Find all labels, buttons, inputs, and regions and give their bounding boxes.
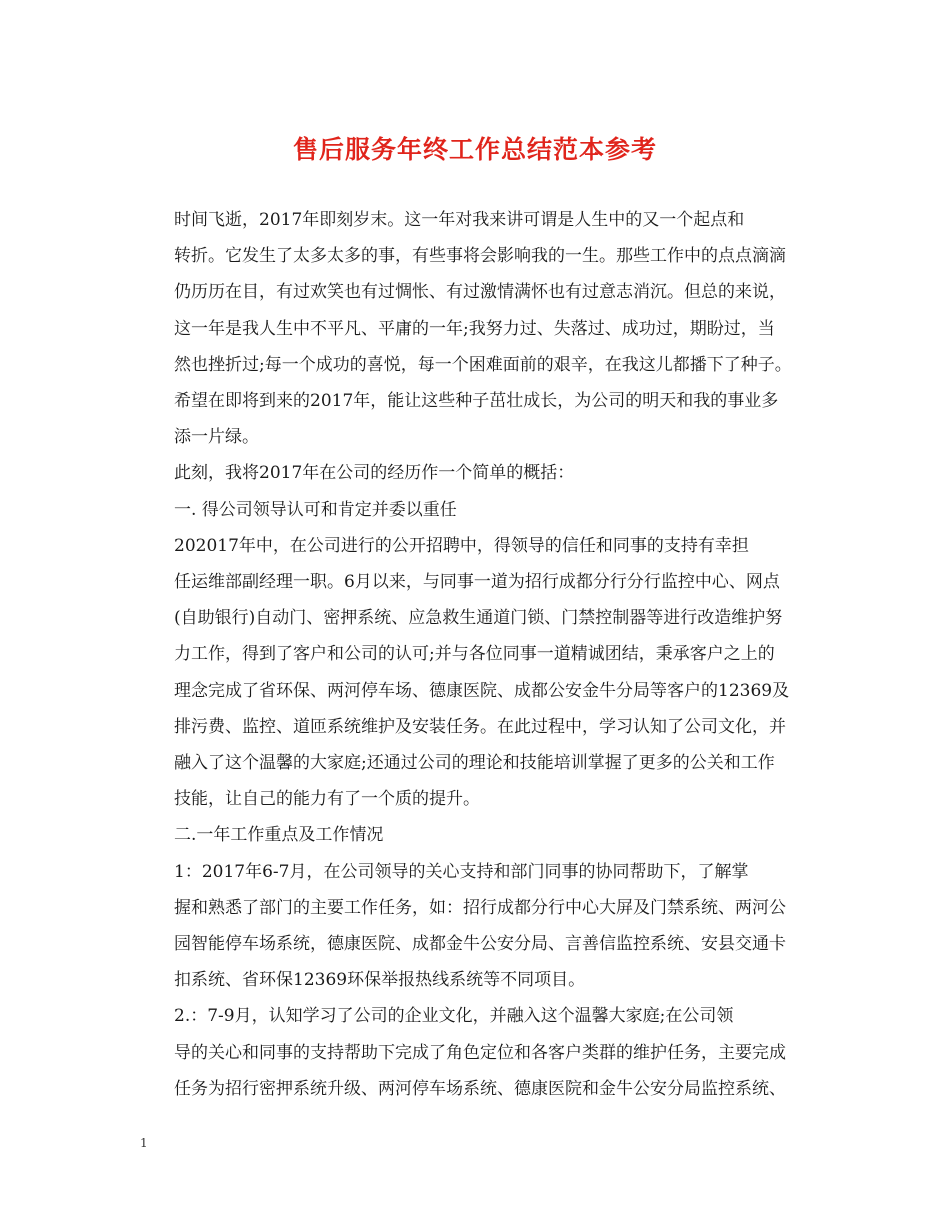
paragraph-summary-lead <box>140 455 815 491</box>
text-line: 二.一年工作重点及工作情况 <box>174 825 384 846</box>
paragraph-intro <box>140 202 815 455</box>
text-line: 握和熟悉了部门的主要工作任务，如：招行成都分行中心大屏及门禁系统、两河公 <box>174 897 786 918</box>
text-line: 任运维部副经理一职。6月以来，与同事一道为招行成都分行分行监控中心、网点 <box>174 572 780 593</box>
page-title: 售后服务年终工作总结范本参考 <box>292 135 657 164</box>
text-line: 排污费、监控、道匝系统维护及安装任务。在此过程中，学习认知了公司文化，并 <box>174 716 786 737</box>
text-line: 1：2017年6-7月，在公司领导的关心支持和部门同事的协同帮助下，了解掌 <box>174 861 749 882</box>
page-number: 1 <box>140 1136 148 1150</box>
text-line: (自助银行)自动门、密押系统、应急救生通道门锁、门禁控制器等进行改造维护努 <box>174 608 783 629</box>
text-line: 这一年是我人生中不平凡、平庸的一年;我努力过、失落过、成功过，期盼过，当 <box>174 318 775 339</box>
section-heading-2 <box>140 817 815 853</box>
text-line: 202017年中，在公司进行的公开招聘中，得领导的信任和同事的支持有幸担 <box>174 535 749 556</box>
text-line: 力工作，得到了客户和公司的认可;并与各位同事一道精诚团结，秉承客户之上的 <box>174 644 775 665</box>
text-line: 添一片绿。 <box>174 427 259 448</box>
section-heading-1 <box>140 492 815 528</box>
text-line: 技能，让自己的能力有了一个质的提升。 <box>174 789 480 810</box>
paragraph-item-2 <box>140 998 815 1107</box>
text-line: 然也挫折过;每一个成功的喜悦，每一个困难面前的艰辛，在我这儿都播下了种子。 <box>174 354 792 375</box>
text-line: 2.：7-9月，认知学习了公司的企业文化，并融入这个温馨大家庭;在公司领 <box>174 1006 734 1027</box>
body-text <box>140 202 815 1107</box>
text-line: 时间飞逝，2017年即刻岁末。这一年对我来讲可谓是人生中的又一个起点和 <box>174 210 745 230</box>
text-line: 希望在即将到来的2017年，能让这些种子茁壮成长，为公司的明天和我的事业多 <box>174 391 779 412</box>
text-line: 转折。它发生了太多太多的事，有些事将会影响我的一生。那些工作中的点点滴滴 <box>174 246 786 267</box>
text-line: 园智能停车场系统，德康医院、成都金牛公安分局、言善信监控系统、安县交通卡 <box>174 934 786 955</box>
text-line: 此刻，我将2017年在公司的经历作一个简单的概括： <box>174 463 575 484</box>
paragraph-item-1 <box>140 854 815 999</box>
text-line: 任务为招行密押系统升级、两河停车场系统、德康医院和金牛公安分局监控系统、 <box>174 1078 786 1099</box>
text-line: 仍历历在目，有过欢笑也有过惆怅、有过激情满怀也有过意志消沉。但总的来说， <box>174 282 786 303</box>
text-line: 融入了这个温馨的大家庭;还通过公司的理论和技能培训掌握了更多的公关和工作 <box>174 753 775 774</box>
text-line: 一. 得公司领导认可和肯定并委以重任 <box>174 499 457 520</box>
paragraph-section-1 <box>140 528 815 818</box>
text-line: 理念完成了省环保、两河停车场、德康医院、成都公安金牛分局等客户的12369及 <box>174 680 790 701</box>
text-line: 导的关心和同事的支持帮助下完成了角色定位和各客户类群的维护任务，主要完成 <box>174 1042 786 1063</box>
text-line: 扣系统、省环保12369环保举报热线系统等不同项目。 <box>174 970 586 991</box>
